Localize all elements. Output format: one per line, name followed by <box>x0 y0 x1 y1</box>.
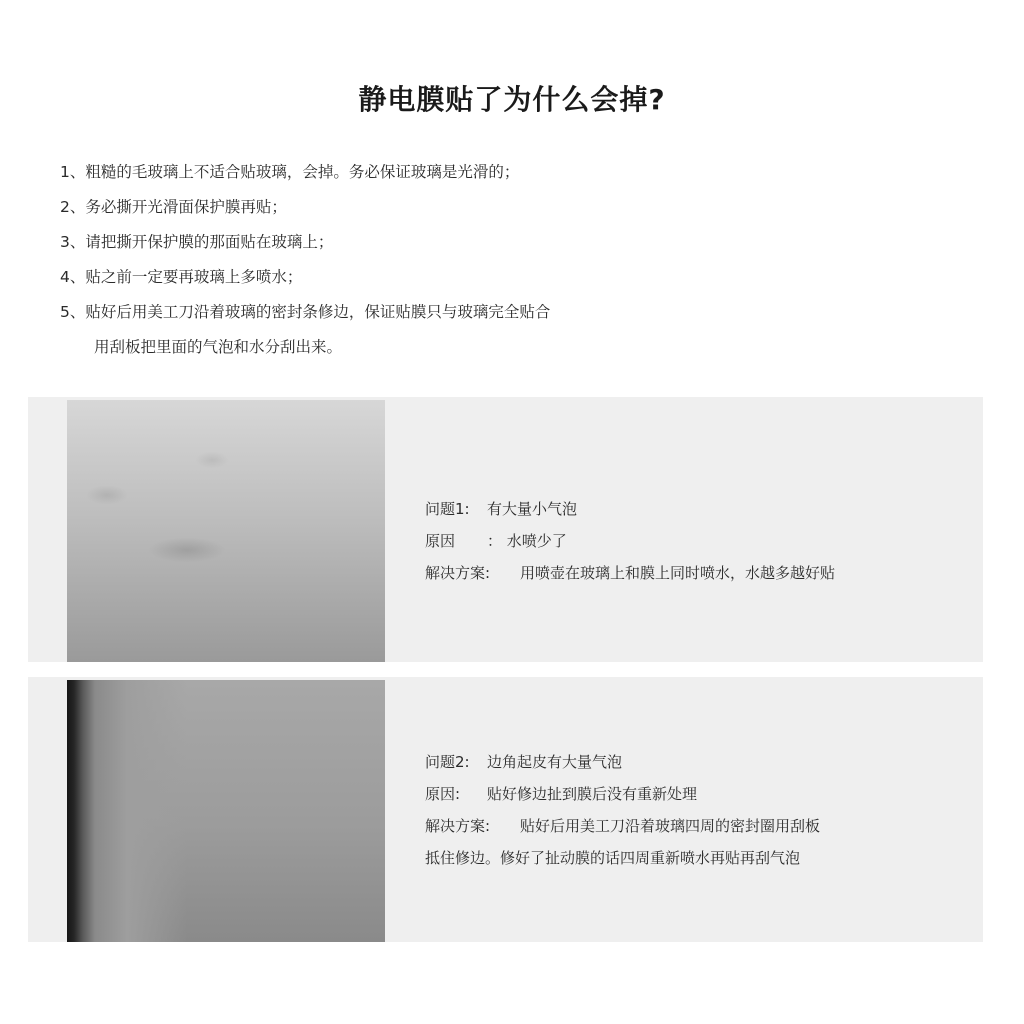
problem-text-2 <box>425 750 820 878</box>
tip-item: 3、请把撕开保护膜的那面贴在玻璃上； <box>60 233 334 251</box>
solution-row <box>425 561 835 593</box>
problem-panel-2 <box>28 677 983 942</box>
solution-text: 贴好后用美工刀沿着玻璃四周的密封圈用刮板 <box>520 817 821 835</box>
cause-label: 原因: <box>425 785 461 803</box>
page-title: 静电膜贴了为什么会掉? <box>358 83 666 116</box>
problem-text: 边角起皮有大量气泡 <box>487 753 623 771</box>
cause-label: 原因 <box>425 532 456 550</box>
cause-row <box>425 782 820 814</box>
problem-panel-1 <box>28 397 983 662</box>
problem-text-1 <box>425 497 835 593</box>
solution-row-continuation <box>425 846 820 878</box>
problem-row <box>425 497 835 529</box>
problem-label: 问题1: <box>425 500 470 518</box>
tip-item: 4、贴之前一定要再玻璃上多喷水； <box>60 268 303 286</box>
problem-row <box>425 750 820 782</box>
solution-label: 解决方案: <box>425 564 491 582</box>
tip-item: 5、贴好后用美工刀沿着玻璃的密封条修边，保证贴膜只与玻璃完全贴合 <box>60 303 551 321</box>
tip-item-continuation: 用刮板把里面的气泡和水分刮出来。 <box>94 338 343 356</box>
cause-row <box>425 529 835 561</box>
tip-item: 2、务必撕开光滑面保护膜再贴； <box>60 198 287 216</box>
solution-label: 解决方案: <box>425 817 491 835</box>
film-edge-photo <box>67 680 385 942</box>
cause-text: ： 水喷少了 <box>487 532 567 550</box>
cause-text: 贴好修边扯到膜后没有重新处理 <box>487 785 698 803</box>
tips-list <box>60 160 960 370</box>
solution-row <box>425 814 820 846</box>
solution-text: 用喷壶在玻璃上和膜上同时喷水，水越多越好贴 <box>520 564 836 582</box>
solution-text-continuation: 抵住修边。修好了扯动膜的话四周重新喷水再贴再刮气泡 <box>425 849 801 867</box>
problem-label: 问题2: <box>425 753 470 771</box>
frosted-glass-photo <box>67 400 385 662</box>
problem-text: 有大量小气泡 <box>487 500 578 518</box>
tip-item: 1、粗糙的毛玻璃上不适合贴玻璃，会掉。务必保证玻璃是光滑的； <box>60 163 520 181</box>
